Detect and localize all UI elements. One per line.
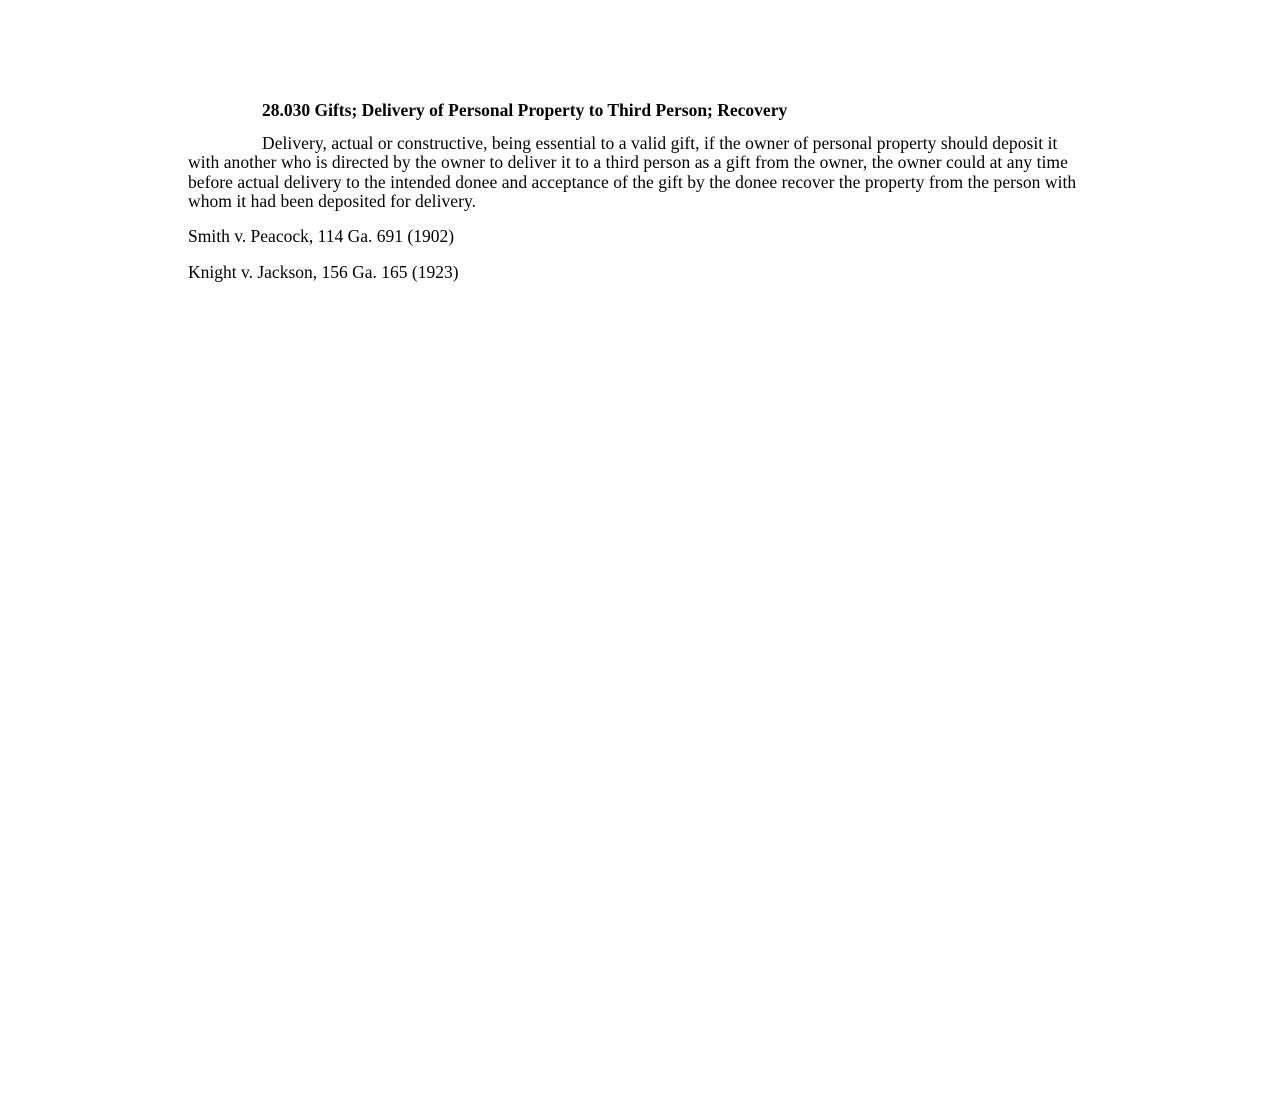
citation-smith-v-peacock: Smith v. Peacock, 114 Ga. 691 (1902)	[188, 225, 455, 246]
document-page	[188, 99, 1088, 283]
section-title: 28.030 Gifts; Delivery of Personal Property to Third Person; Recovery	[262, 100, 788, 120]
section-body-paragraph: Delivery, actual or constructive, being essential to a valid gift, if the owner of personal property should deposit it with another who is directed by the owner to deliver it to a third person as a gift from the owner, the owner could at any time before actual delivery to the intended donee and acceptance of the gift by the donee recover the property from the person with whom it had been deposited for delivery.	[188, 133, 1077, 212]
citation-knight-v-jackson: Knight v. Jackson, 156 Ga. 165 (1923)	[188, 261, 459, 282]
